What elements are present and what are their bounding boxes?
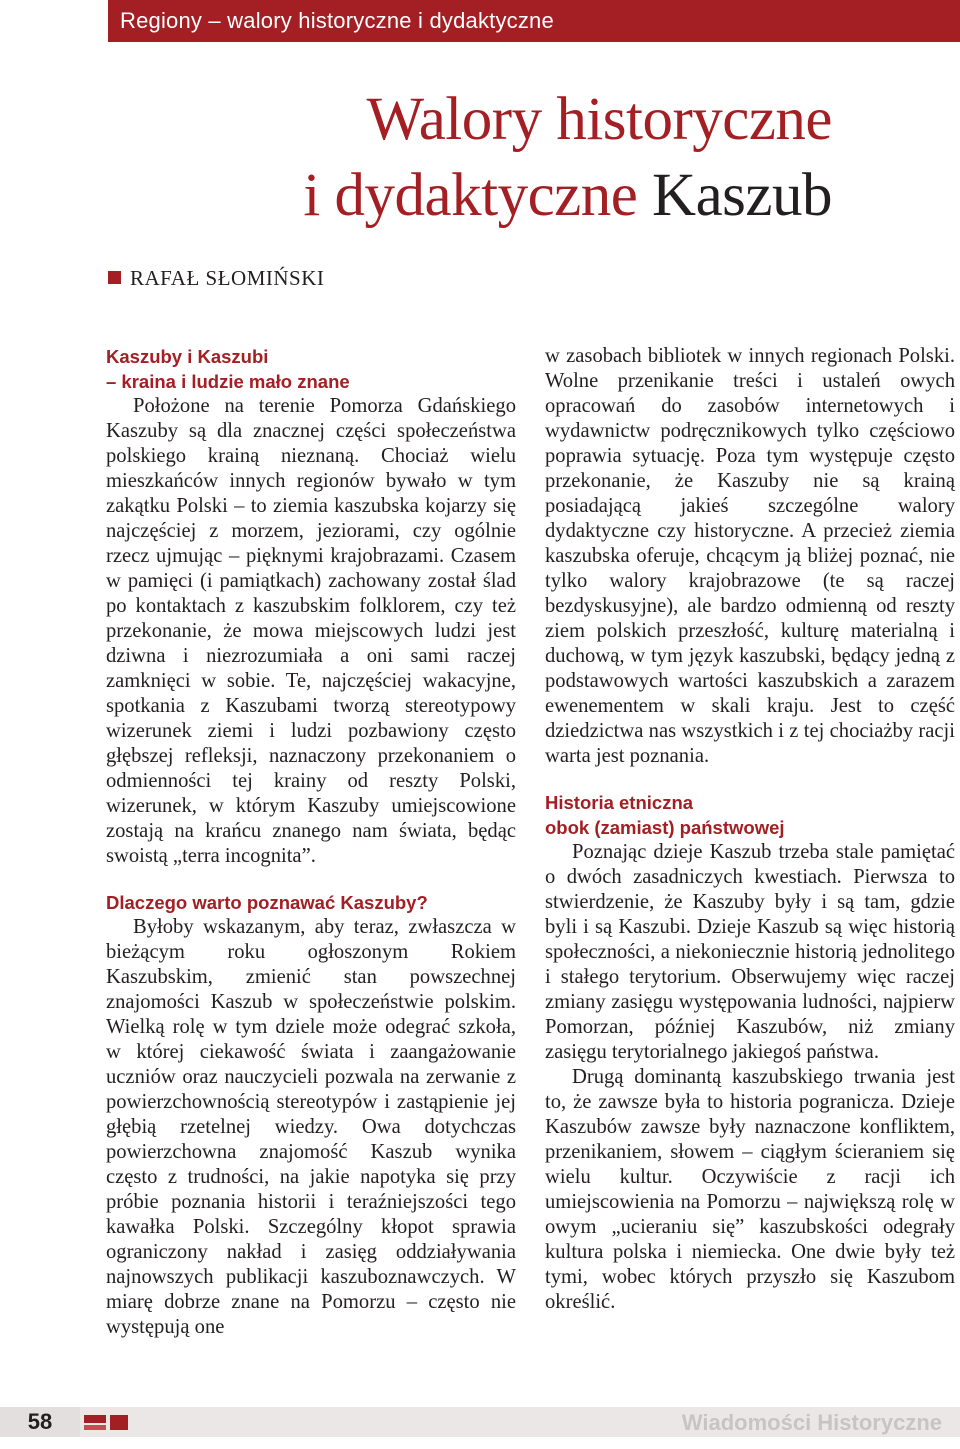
author-byline [108, 266, 324, 291]
subheading-line-1: Kaszuby i Kaszubi [106, 346, 269, 367]
title-line-1: Walory historyczne [366, 86, 832, 153]
title-line-2-red: i dydaktyczne [303, 162, 638, 229]
paragraph-continued: w zasobach bibliotek w innych regionach Polski. Wolne przenikanie treści i ustaleń owych opracowań do zasobów internetowych i wydawnictw podręcznikowych tylko częściowo poprawia sytuację. Poza tym występuje często przekonanie, że Kaszuby nie są krainą posiadającą jakieś szczególne walory dydaktyczne czy historyczne. A przecież ziemia kaszubska oferuje, chcącym ją bliżej poznać, nie tylko walory krajobrazowe (te są raczej bezdyskusyjne), ale bardzo odmienną od reszty ziem polskich przeszłość, kulturę materialną i duchową, w tym język kaszubski, będący jedną z podstawowych wartości kaszubskich a zarazem ewenementem w skali kraju. Jest to część dziedzictwa nas wszystkich i z tej chociażby racji warta jest poznania. [545, 345, 955, 767]
footer-mark-icon [84, 1415, 106, 1423]
subheading-dlaczego-warto: Dlaczego warto poznawać Kaszuby? [106, 892, 428, 913]
article-title [0, 82, 832, 234]
subheading-line-2: obok (zamiast) państwowej [545, 817, 785, 838]
paragraph-intro: Położone na terenie Pomorza Gdańskiego Kaszuby są dla znacznej części społeczeństwa polskiego krainą nieznaną. Chociaż wielu mieszkańców innych regionów bywało w tym zakątku Polski – to ziemia kaszubska kojarzy się najczęściej z morzem, jeziorami, czy ogólnie rzecz ujmując – pięknymi krajobrazami. Czasem w pamięci (i pamiątkach) zachowany został ślad po kontaktach z kaszubskim folklorem, czy też przekonanie, że mowa miejscowych ludzi jest dziwna i niezrozumiała a oni sami raczej zamknięci w sobie. Te, najczęściej wakacyjne, spotkania z Kaszubami tworzą stereotypowy wizerunek ziemi i ludzi pozbawiony często głębszej refleksji, naznaczony przekonaniem o odmienności tej krainy od reszty Polski, wizerunek, w którym Kaszuby umiejscowione zostają na krańcu znanego nam świata, będąc swoistą „terra incognita”. [106, 395, 516, 867]
title-line-2-black: Kaszub [652, 162, 832, 229]
footer-bar [0, 1407, 960, 1437]
author-name: RAFAŁ SŁOMIŃSKI [130, 266, 325, 290]
paragraph-historia-1: Poznając dzieje Kaszub trzeba stale pamiętać o dwóch zasadniczych kwestiach. Pierwsza to stwierdzenie, że Kaszuby były i są tam, gdzie byli i są Kaszubi. Dzieje Kaszub są więc historią społeczności, a niekoniecznie historią jednolitego i stałego terytorium. Obserwujemy więc raczej zmiany zasięgu występowania ludności, najpierw Pomorzan, później Kaszubów, niż zmiany zasięgu terytorialnego jakiegoś państwa. [545, 841, 955, 1063]
square-bullet-icon [108, 271, 121, 284]
magazine-name: Wiadomości Historyczne [681, 1410, 942, 1435]
right-column [545, 344, 955, 1315]
subheading-historia-etniczna [545, 790, 955, 840]
subheading-line-2: – kraina i ludzie mało znane [106, 371, 350, 392]
left-column [106, 344, 516, 1340]
section-header-bar [108, 0, 960, 42]
paragraph-dlaczego: Byłoby wskazanym, aby teraz, zwłaszcza w bieżącym roku ogłoszonym Rokiem Kaszubskim, zmienić stan powszechnej znajomości Kaszub w społeczeństwie polskim. Wielką rolę w tym dziele może odegrać szkoła, w której ciekawość świata i zaangażowanie uczniów oraz nauczycieli pozwala na zerwanie z powierzchownością stereotypów i zastąpienie jej głębią rzetelnej wiedzy. Owa dotychczas powierzchowna znajomość Kaszub wynika często z trudności, na jakie napotyka się przy próbie poznania historii i teraźniejszości tego kawałka Polski. Szczególny kłopot sprawia ograniczony nakład i zasięg oddziaływania najnowszych publikacji kaszuboznawczych. W miarę dobrze znane na Pomorzu – często nie występują one [106, 916, 516, 1338]
section-header-text: Regiony – walory historyczne i dydaktyczne [120, 8, 554, 33]
page-number: 58 [0, 1407, 80, 1437]
subheading-line-1: Historia etniczna [545, 792, 694, 813]
footer-mark-icon [84, 1425, 106, 1430]
paragraph-historia-2: Drugą dominantą kaszubskiego trwania jest to, że zawsze była to historia pogranicza. Dzieje Kaszubów zawsze były naznaczone konfliktem, przenikaniem, słowem – ciągłym ścieraniem się wielu kultur. Oczywiście z racji ich umiejscowienia na Pomorzu – największą rolę w owym „ucieraniu się” kaszubskości odegrały kultura polska i niemiecka. One dwie były też tymi, wobec których przyszło się Kaszubom określić. [545, 1066, 955, 1313]
subheading-kaszuby-i-kaszubi [106, 344, 516, 394]
footer-mark-icon [110, 1415, 128, 1430]
